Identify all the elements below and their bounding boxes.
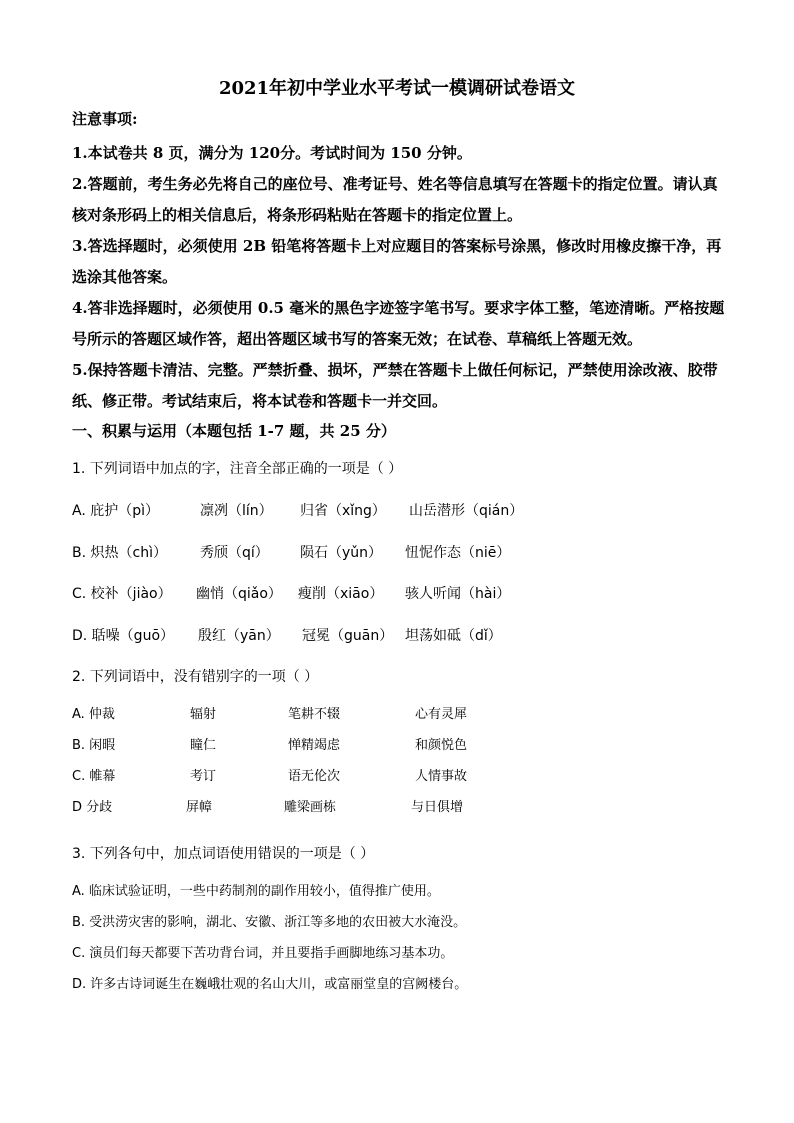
- q1-option-c: [72, 583, 752, 605]
- q1-b-1: B. 炽热（chì）: [72, 545, 167, 561]
- q2-b-3: 惮精竭虑: [288, 738, 341, 753]
- q2-c-1: C. 帷幕: [72, 769, 116, 784]
- q1-a-1: A. 庇护（pì）: [72, 503, 160, 519]
- q2-option-b: [72, 734, 752, 756]
- q1-c-1: C. 校补（jiào）: [72, 586, 172, 602]
- q1-b-4: 忸怩作态（niē）: [405, 545, 511, 561]
- q2-b-4: 和颜悦色: [415, 738, 468, 753]
- q2-a-4: 心有灵犀: [415, 707, 468, 722]
- q3-option-a: A. 临床试验证明，一些中药制剂的副作用较小，值得推广使用。: [72, 884, 440, 899]
- q1-d-2: 殷红（yān）: [198, 628, 280, 644]
- question-1-stem: 1. 下列词语中加点的字，注音全部正确的一项是（ ）: [72, 461, 403, 477]
- q2-a-1: A. 仲裁: [72, 707, 115, 722]
- notice-item-4: 4.答非选择题时，必须使用 0.5 毫米的黑色字迹签字笔书写。要求字体工整，笔迹清晰。严格按题号所示的答题区域作答，超出答题区域书写的答案无效；在试卷、草稿纸上答题无效。: [72, 299, 725, 348]
- q2-option-a: [72, 703, 752, 725]
- q2-d-4: 与日俱增: [411, 800, 464, 815]
- q2-a-3: 笔耕不辍: [288, 707, 341, 722]
- question-3-stem: 3. 下列各句中，加点词语使用错误的一项是（ ）: [72, 846, 375, 862]
- q1-d-1: D. 聒噪（guō）: [72, 628, 175, 644]
- q1-c-3: 瘦削（xiāo）: [298, 586, 384, 602]
- q2-d-1: D 分歧: [72, 800, 113, 815]
- q2-option-d: [72, 796, 752, 818]
- q1-option-b: [72, 542, 752, 564]
- q3-option-b: B. 受洪涝灾害的影响，湖北、安徽、浙江等多地的农田被大水淹没。: [72, 915, 467, 930]
- question-2-stem: 2. 下列词语中，没有错别字的一项（ ）: [72, 669, 319, 685]
- notice-item-2: 2.答题前，考生务必先将自己的座位号、准考证号、姓名等信息填写在答题卡的指定位置。请认真核对条形码上的相关信息后，将条形码粘贴在答题卡的指定位置上。: [72, 175, 718, 224]
- q2-a-2: 辐射: [190, 707, 217, 722]
- section-heading: 一、积累与运用（本题包括 1-7 题，共 25 分）: [72, 422, 396, 440]
- q1-a-2: 凛冽（lín）: [200, 503, 273, 519]
- q1-a-3: 归省（xǐng）: [300, 503, 386, 519]
- q2-c-4: 人情事故: [415, 769, 468, 784]
- q1-option-d: [72, 625, 752, 647]
- q2-b-1: B. 闲暇: [72, 738, 116, 753]
- q2-d-3: 雕梁画栋: [284, 800, 337, 815]
- q1-c-4: 骇人听闻（hài）: [405, 586, 511, 602]
- notice-heading: 注意事项:: [72, 110, 138, 128]
- q2-c-2: 考订: [190, 769, 217, 784]
- q1-a-4: 山岳潜形（qián）: [409, 503, 524, 519]
- notice-item-1: 1.本试卷共 8 页，满分为 120分。考试时间为 150 分钟。: [72, 144, 472, 162]
- q1-d-4: 坦荡如砥（dǐ）: [405, 628, 502, 644]
- q3-option-c: C. 演员们每天都要下苦功背台词，并且要指手画脚地练习基本功。: [72, 946, 454, 961]
- q1-c-2: 幽悄（qiǎo）: [196, 586, 282, 602]
- q2-option-c: [72, 765, 752, 787]
- q1-b-2: 秀颀（qí）: [200, 545, 269, 561]
- q3-option-d: D. 许多古诗词诞生在巍峨壮观的名山大川，或富丽堂皇的宫阙楼台。: [72, 977, 468, 992]
- page-title: 2021年初中学业水平考试一模调研试卷语文: [218, 78, 576, 99]
- q2-c-3: 语无伦次: [288, 769, 341, 784]
- notice-item-3: 3.答选择题时，必须使用 2B 铅笔将答题卡上对应题目的答案标号涂黑，修改时用橡皮擦干净，再选涂其他答案。: [72, 237, 722, 286]
- notice-item-5: 5.保持答题卡清洁、完整。严禁折叠、损坏，严禁在答题卡上做任何标记，严禁使用涂改液、胶带纸、修正带。考试结束后，将本试卷和答题卡一并交回。: [72, 361, 718, 410]
- q1-b-3: 陨石（yǔn）: [300, 545, 383, 561]
- q2-d-2: 屏幛: [186, 800, 213, 815]
- q1-d-3: 冠冕（guān）: [302, 628, 394, 644]
- q2-b-2: 瞳仁: [190, 738, 217, 753]
- q1-option-a: [72, 500, 752, 522]
